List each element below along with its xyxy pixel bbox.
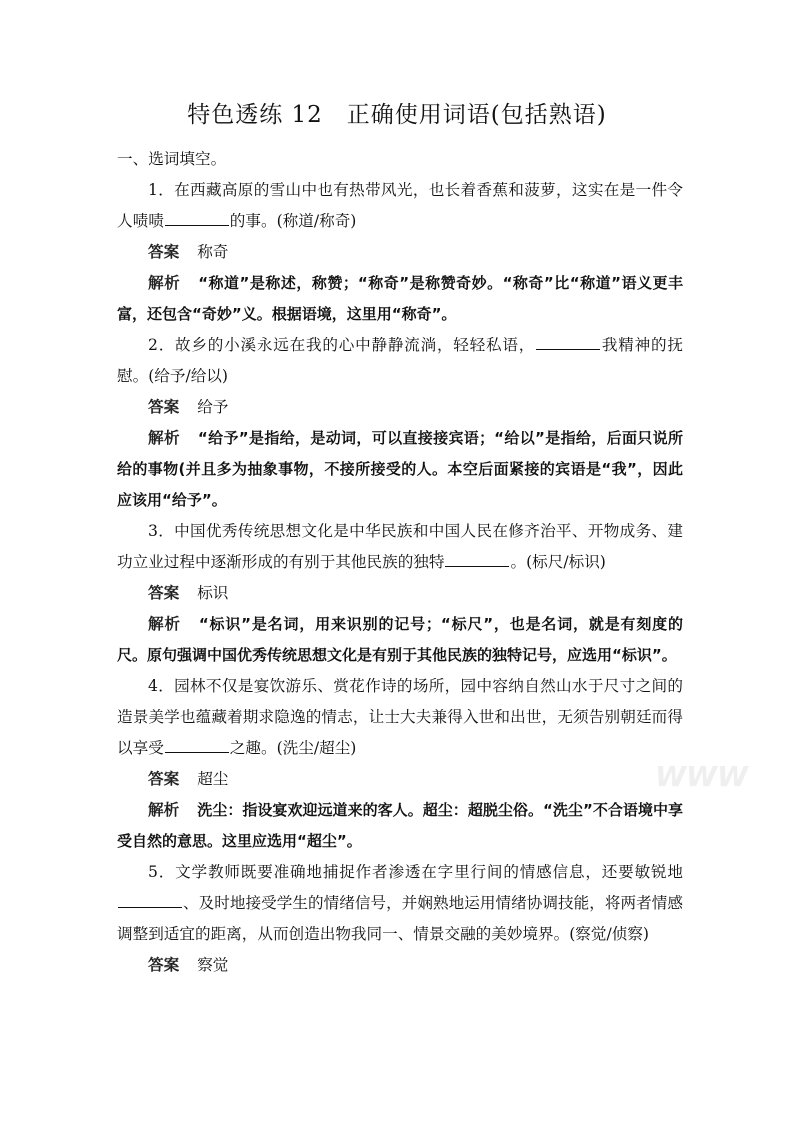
question-3-tail: 。(标尺/标识) (510, 553, 606, 571)
answer-3 (117, 578, 683, 609)
answer-4-text: 超尘 (197, 770, 229, 788)
section-heading: 一、选词填空。 (117, 150, 227, 168)
analysis-1-text: “称道”是称述，称赞；“称奇”是称赞奇妙。“称奇”比“称道”语义更丰富，还包含“奇妙”义。根据语境，这里用“称奇”。 (117, 274, 683, 323)
answer-5-text: 察觉 (197, 956, 229, 974)
analysis-label: 解析 (148, 429, 180, 447)
answer-1 (117, 237, 683, 268)
question-1-stem: 1．在西藏高原的雪山中也有热带风光，也长着香蕉和菠萝，这实在是一件令人啧啧 (117, 181, 683, 230)
question-2-tail: 我精神的抚慰。(给予/给以) (117, 336, 683, 385)
answer-4 (117, 764, 683, 795)
answer-label: 答案 (148, 398, 180, 416)
analysis-3 (117, 609, 683, 671)
analysis-label: 解析 (148, 801, 180, 819)
answer-label: 答案 (148, 243, 180, 261)
blank-3 (445, 550, 509, 567)
answer-label: 答案 (148, 956, 180, 974)
question-2 (117, 330, 683, 392)
question-5-stem: 5．文学教师既要准确地捕捉作者渗透在字里行间的情感信息，还要敏锐地 (148, 863, 683, 881)
analysis-4-text: 洗尘：指设宴欢迎远道来的客人。超尘：超脱尘俗。“洗尘”不合语境中享受自然的意思。这里应选用“超尘”。 (117, 801, 683, 850)
blank-4 (165, 736, 229, 753)
question-3-stem: 3．中国优秀传统思想文化是中华民族和中国人民在修齐治平、开物成务、建功立业过程中逐渐形成的有别于其他民族的独特 (117, 522, 683, 571)
question-4-stem: 4．园林不仅是宴饮游乐、赏花作诗的场所，园中容纳自然山水于尺寸之间的造景美学也蕴藏着期求隐逸的情志，让士大夫兼得入世和出世，无须告别朝廷而得以享受 (117, 677, 683, 757)
analysis-4 (117, 795, 683, 857)
question-2-stem: 2．故乡的小溪永远在我的心中静静流淌，轻轻私语， (148, 336, 536, 354)
analysis-2-text: “给予”是指给，是动词，可以直接接宾语；“给以”是指给，后面只说所给的事物(并且多为抽象事物，不接所接受的人。本空后面紧接的宾语是“我”，因此应该用“给予”。 (117, 429, 683, 509)
blank-1 (165, 209, 229, 226)
question-4 (117, 671, 683, 764)
analysis-3-text: “标识”是名词，用来识别的记号；“标尺”，也是名词，就是有刻度的尺。原句强调中国优秀传统思想文化是有别于其他民族的独特记号，应选用“标识”。 (117, 615, 683, 664)
answer-label: 答案 (148, 584, 180, 602)
question-4-tail: 之趣。(洗尘/超尘) (229, 739, 357, 757)
answer-2-text: 给予 (197, 398, 229, 416)
page-title: 特色透练 12 正确使用词语(包括熟语) (187, 102, 607, 128)
answer-3-text: 标识 (197, 584, 229, 602)
analysis-1 (117, 268, 683, 330)
blank-2 (536, 333, 600, 350)
answer-2 (117, 392, 683, 423)
answer-1-text: 称奇 (197, 243, 229, 261)
answer-label: 答案 (148, 770, 180, 788)
question-1-tail: 的事。(称道/称奇) (229, 212, 357, 230)
watermark-logo: WWW (655, 760, 748, 793)
analysis-label: 解析 (148, 615, 181, 633)
analysis-label: 解析 (148, 274, 181, 292)
blank-5 (118, 891, 182, 908)
answer-5 (117, 950, 683, 981)
question-1 (117, 175, 683, 237)
question-5-tail: 、及时地接受学生的情绪信号，并娴熟地运用情绪协调技能，将两者情感调整到适宜的距离，从而创造出物我同一、情景交融的美妙境界。(察觉/侦察) (117, 894, 683, 943)
question-3 (117, 516, 683, 578)
analysis-2 (117, 423, 683, 516)
document-body (117, 144, 683, 981)
question-5 (117, 857, 683, 950)
